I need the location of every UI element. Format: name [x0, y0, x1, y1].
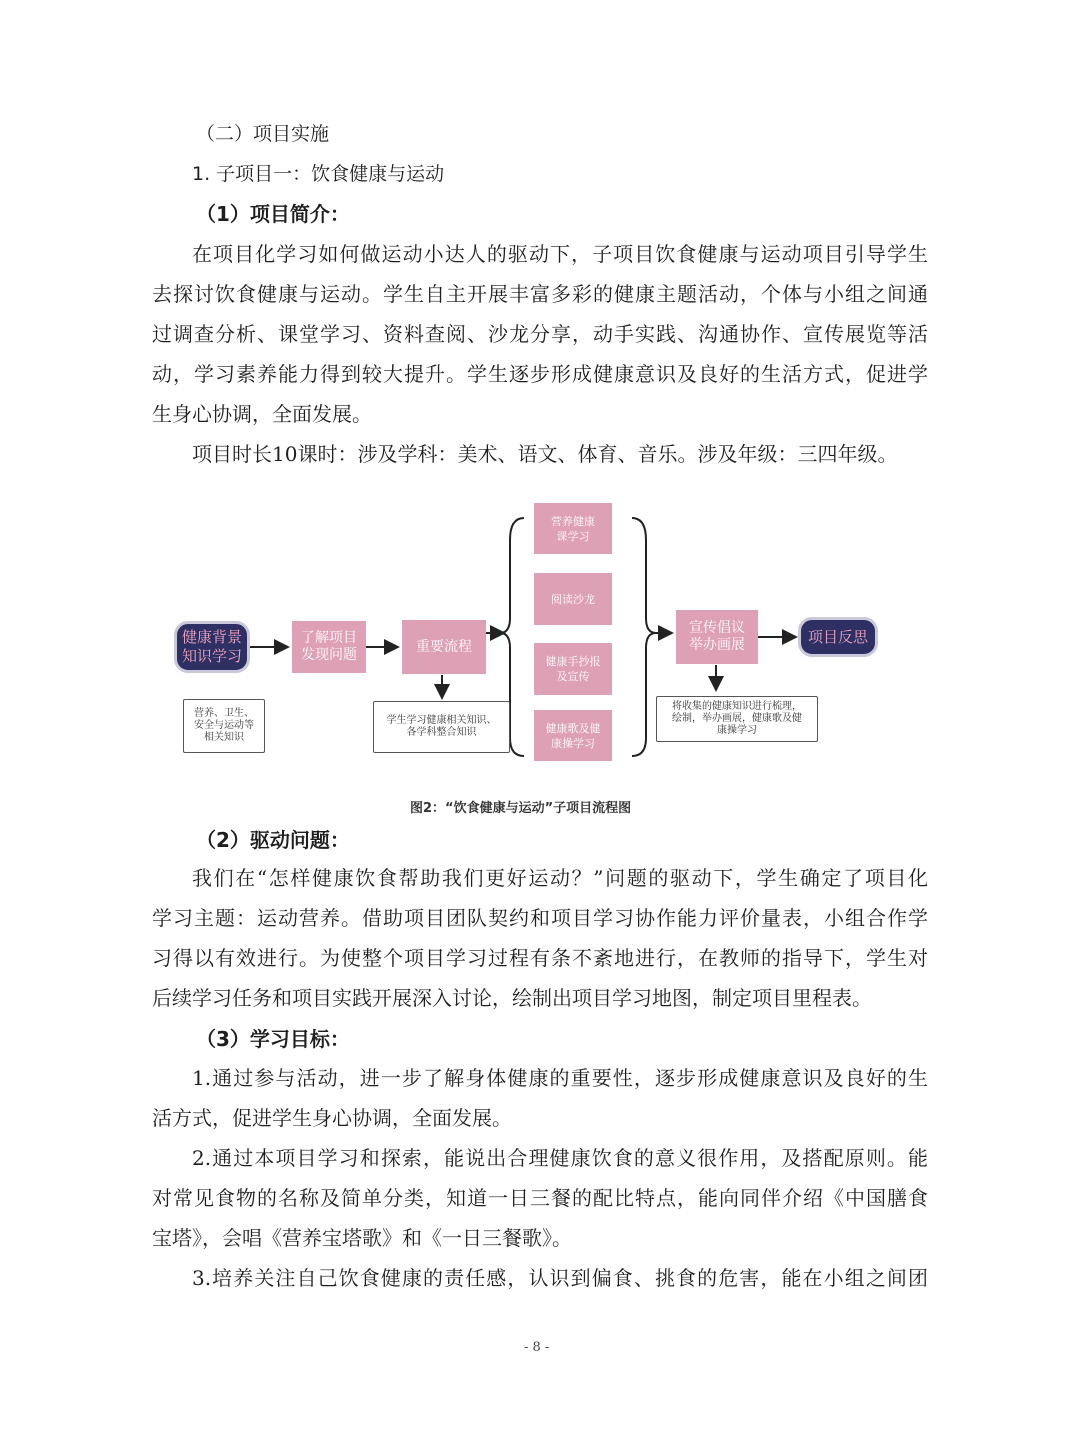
intro-heading: （1）项目简介：: [196, 202, 350, 226]
flow-step-key-process: 重要流程: [402, 620, 486, 674]
flow-end-node: 项目反思: [798, 617, 878, 657]
flow-branch-song: 健康歌及健 康操学习: [534, 710, 612, 761]
intro-line: 去探讨饮食健康与运动。学生自主开展丰富多彩的健康主题活动，个体与小组之间通: [152, 282, 928, 306]
goals-heading: （3）学习目标：: [196, 1027, 350, 1051]
goal-line: 2.通过本项目学习和探索，能说出合理健康饮食的意义很作用，及搭配原则。能: [192, 1146, 928, 1170]
flow-step3-note: 将收集的健康知识进行梳理， 绘制，举办画展，健康歌及健 康操学习: [656, 696, 818, 742]
flow-step-understand: 了解项目 发现问题: [292, 621, 366, 673]
intro-line: 生身心协调，全面发展。: [152, 402, 372, 426]
flow-step-promotion: 宣传倡议 举办画展: [676, 610, 758, 664]
driving-line: 后续学习任务和项目实践开展深入讨论，绘制出项目学习地图，制定项目里程表。: [152, 986, 872, 1010]
goal-line: 宝塔》，会唱《营养宝塔歌》和《一日三餐歌》。: [152, 1226, 572, 1250]
flow-branch-poster: 健康手抄报 及宣传: [534, 643, 612, 695]
figure-caption: 图2：“饮食健康与运动”子项目流程图: [410, 801, 632, 816]
goal-line: 对常见食物的名称及简单分类，知道一日三餐的配比特点，能向同伴介绍《中国膳食: [152, 1186, 928, 1210]
intro-line: 过调查分析、课堂学习、资料查阅、沙龙分享，动手实践、沟通协作、宣传展览等活: [152, 322, 928, 346]
section-title: （二）项目实施: [196, 123, 330, 145]
driving-line: 学习主题：运动营养。借助项目团队契约和项目学习协作能力评价量表，小组合作学: [152, 906, 928, 930]
goal-line: 活方式，促进学生身心协调，全面发展。: [152, 1106, 512, 1130]
flow-start-node: 健康背景 知识学习: [174, 621, 250, 673]
intro-line: 动，学习素养能力得到较大提升。学生逐步形成健康意识及良好的生活方式，促进学: [152, 362, 928, 386]
flow-start-note: 营养、卫生、 安全与运动等 相关知识: [183, 699, 265, 753]
goal-line: 1.通过参与活动，进一步了解身体健康的重要性，逐步形成健康意识及良好的生: [192, 1066, 928, 1090]
goal-line: 3.培养关注自己饮食健康的责任感，认识到偏食、挑食的危害，能在小组之间团: [192, 1266, 928, 1290]
flow-branch-nutrition: 营养健康 课学习: [534, 503, 612, 554]
driving-heading: （2）驱动问题：: [196, 828, 350, 852]
page-number: - 8 -: [524, 1340, 550, 1355]
subproject-title: 1. 子项目一：饮食健康与运动: [192, 163, 445, 185]
duration-line: 项目时长10课时：涉及学科：美术、语文、体育、音乐。涉及年级：三四年级。: [192, 442, 898, 466]
flow-step2-note: 学生学习健康相关知识、 各学科整合知识: [373, 701, 510, 753]
flow-branch-reading: 阅读沙龙: [534, 573, 612, 625]
driving-line: 我们在“怎样健康饮食帮助我们更好运动？”问题的驱动下，学生确定了项目化: [192, 866, 928, 890]
intro-line: 在项目化学习如何做运动小达人的驱动下，子项目饮食健康与运动项目引导学生: [192, 242, 928, 266]
driving-line: 习得以有效进行。为使整个项目学习过程有条不紊地进行，在教师的指导下，学生对: [152, 946, 928, 970]
